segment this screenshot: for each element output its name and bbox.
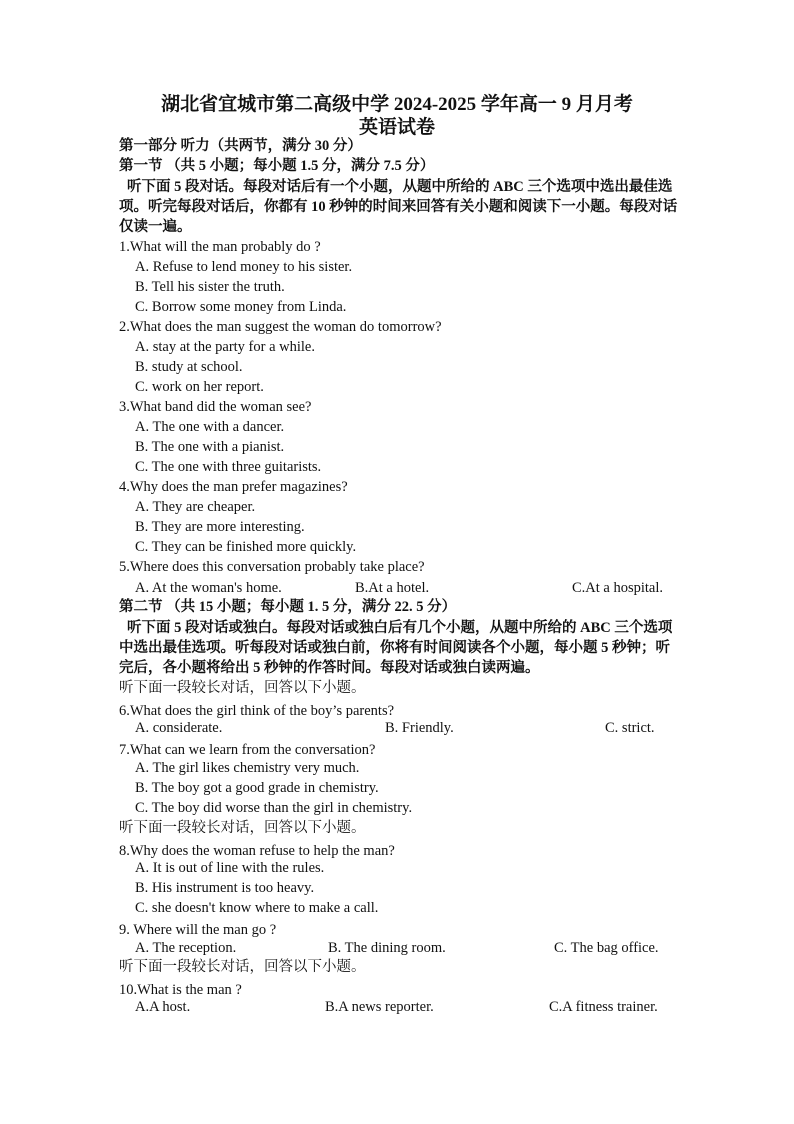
answer-option: B. The one with a pianist. [135, 439, 285, 455]
section1-heading: 第一节 （共 5 小题；每小题 1.5 分，满分 7.5 分） [119, 158, 435, 174]
answer-option: B. Friendly. [385, 720, 454, 736]
answer-option: B. study at school. [135, 359, 243, 375]
answer-option: B. They are more interesting. [135, 519, 305, 535]
answer-option: B. Tell his sister the truth. [135, 279, 285, 295]
answer-option: A.A host. [135, 999, 191, 1015]
answer-option: A. The one with a dancer. [135, 419, 285, 435]
answer-option: C. work on her report. [135, 379, 264, 395]
question-stem: 1.What will the man probably do ? [119, 239, 321, 255]
answer-option: C. strict. [605, 720, 655, 736]
answer-option: A. The girl likes chemistry very much. [135, 760, 360, 776]
exam-subtitle: 英语试卷 [358, 117, 435, 138]
listen-note: 听下面一段较长对话，回答以下小题。 [119, 820, 366, 836]
answer-option: B. The dining room. [328, 940, 446, 956]
answer-option: B.A news reporter. [325, 999, 434, 1015]
question-stem: 6.What does the girl think of the boy’s parents? [119, 703, 395, 719]
answer-option: B. His instrument is too heavy. [135, 880, 315, 896]
answer-option: B.At a hotel. [355, 580, 430, 596]
answer-option: A. They are cheaper. [135, 499, 256, 515]
question-stem: 9. Where will the man go ? [119, 922, 277, 938]
question-stem: 7.What can we learn from the conversation? [119, 742, 376, 758]
answer-option: A. It is out of line with the rules. [135, 860, 325, 876]
answer-option: C.A fitness trainer. [549, 999, 658, 1015]
question-stem: 4.Why does the man prefer magazines? [119, 479, 348, 495]
section2-instructions: 听下面 5 段对话或独白。每段对话或独白后有几个小题，从题中所给的 ABC 三个选项中选出最佳选项。听每段对话或独白前，你将有时间阅读各个小题，每小题 5 秒钟；听完后，各小题将给出 5 秒钟的作答时间。每段对话或独白读两遍。 [119, 620, 673, 676]
question-stem: 8.Why does the woman refuse to help the man? [119, 843, 395, 859]
answer-option: C. They can be finished more quickly. [135, 539, 357, 555]
answer-option: C. The bag office. [554, 940, 659, 956]
answer-option: C. The one with three guitarists. [135, 459, 322, 475]
question-stem: 2.What does the man suggest the woman do tomorrow? [119, 319, 442, 335]
listen-note: 听下面一段较长对话，回答以下小题。 [119, 959, 366, 975]
exam-title: 湖北省宜城市第二高级中学 2024-2025 学年高一 9 月月考 [161, 94, 633, 115]
answer-option: C. The boy did worse than the girl in chemistry. [135, 800, 413, 816]
answer-option: A. The reception. [135, 940, 237, 956]
answer-option: A. considerate. [135, 720, 223, 736]
listen-note: 听下面一段较长对话，回答以下小题。 [119, 680, 366, 696]
section2-heading: 第二节 （共 15 小题；每小题 1. 5 分，满分 22. 5 分） [119, 599, 457, 615]
answer-option: C. she doesn't know where to make a call. [135, 900, 379, 916]
question-stem: 10.What is the man ? [119, 982, 242, 998]
section1-instructions: 听下面 5 段对话。每段对话后有一个小题，从题中所给的 ABC 三个选项中选出最佳选项。听完每段对话后，你都有 10 秒钟的时间来回答有关小题和阅读下一小题。每段对话仅读一遍。 [119, 179, 678, 235]
question-stem: 3.What band did the woman see? [119, 399, 312, 415]
part1-heading: 第一部分 听力（共两节，满分 30 分） [119, 138, 362, 154]
answer-option: A. At the woman's home. [135, 580, 282, 596]
answer-option: B. The boy got a good grade in chemistry. [135, 780, 379, 796]
answer-option: C.At a hospital. [572, 580, 664, 596]
answer-option: A. Refuse to lend money to his sister. [135, 259, 353, 275]
answer-option: A. stay at the party for a while. [135, 339, 315, 355]
answer-option: C. Borrow some money from Linda. [135, 299, 347, 315]
question-stem: 5.Where does this conversation probably take place? [119, 559, 425, 575]
